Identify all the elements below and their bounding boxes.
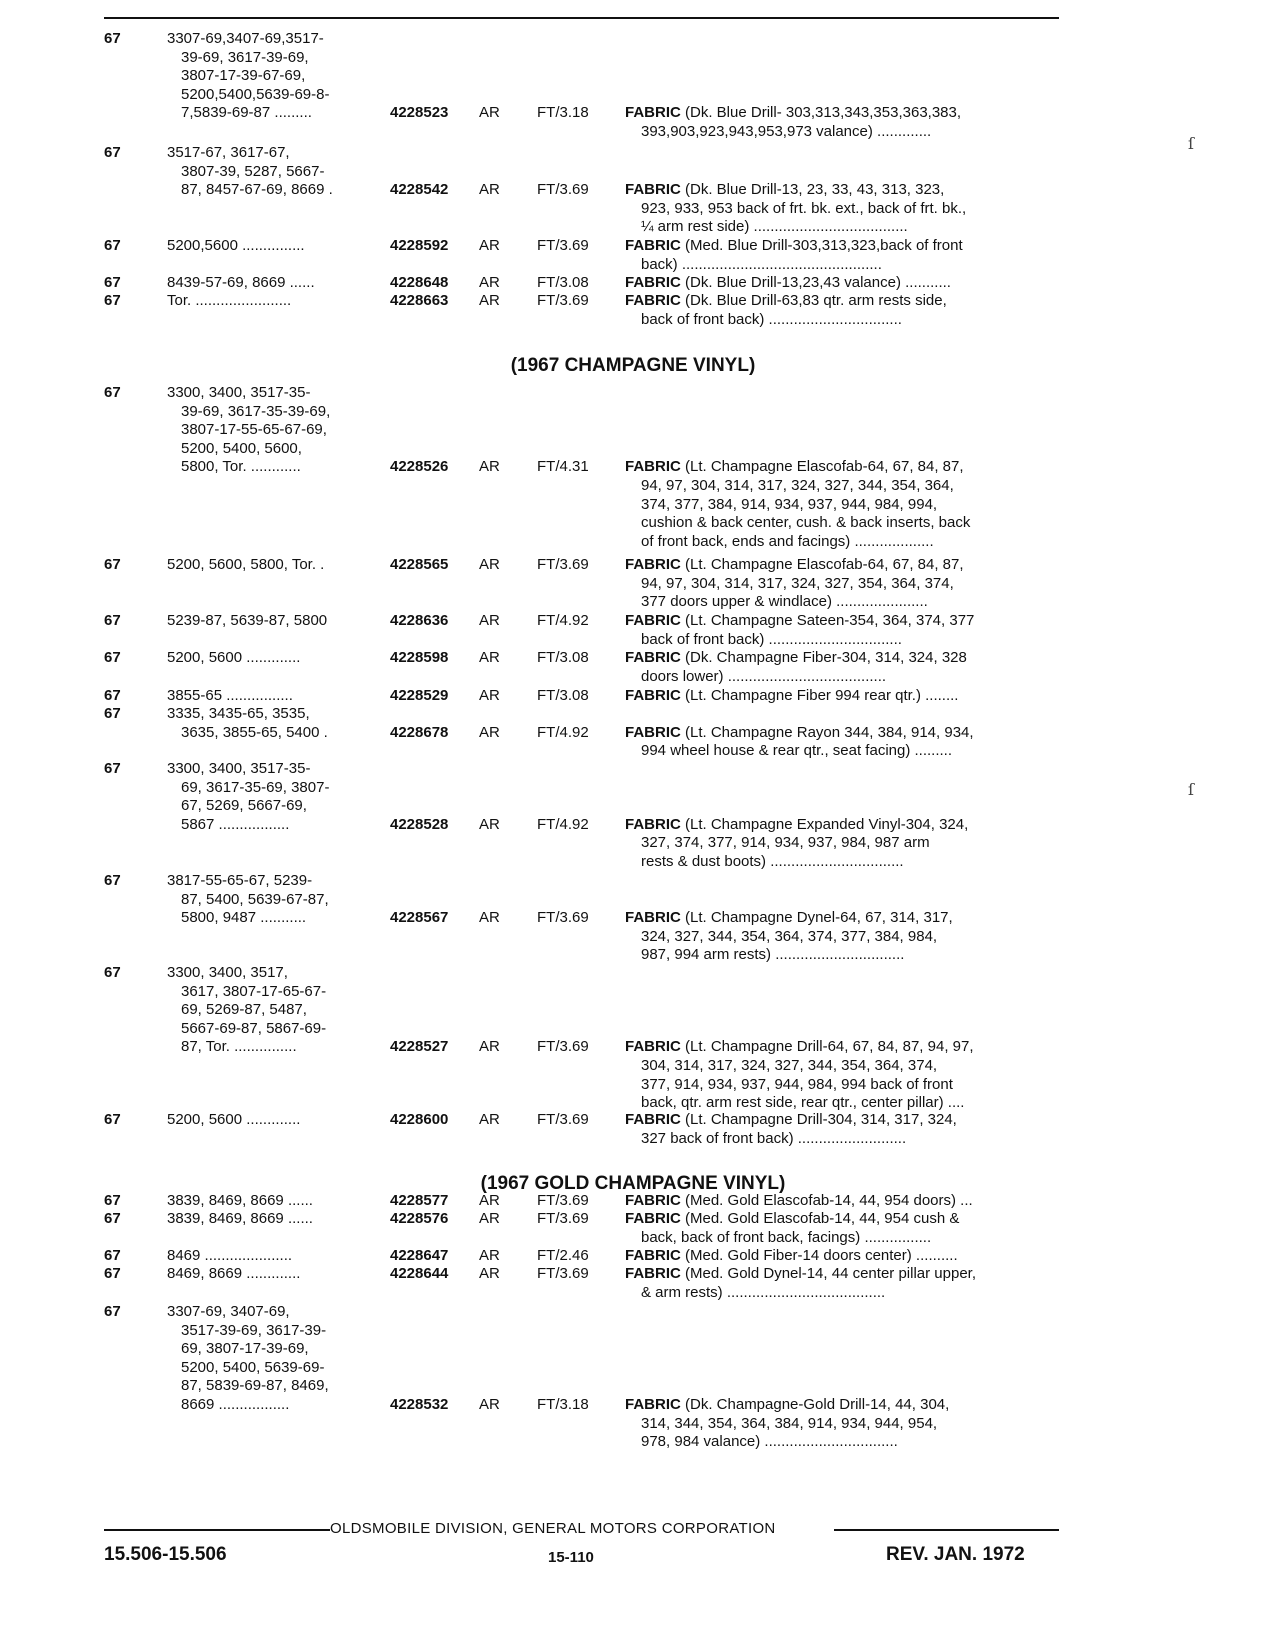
description-line: ¼ arm rest side) ..................................... (641, 218, 908, 236)
model-list (167, 1210, 382, 1229)
model-year: 67 (104, 144, 121, 161)
part-name: FABRIC (625, 687, 681, 704)
model-list (167, 760, 382, 834)
quantity-code: AR (479, 612, 500, 629)
model-line: 3807-17-55-65-67-69, (181, 421, 327, 439)
part-description (625, 1210, 1060, 1247)
quantity-code: AR (479, 1396, 500, 1413)
description-line: 374, 377, 384, 914, 934, 937, 944, 984, 994, (641, 495, 938, 513)
description-text: (Dk. Champagne-Gold Drill-14, 44, 304, (680, 1396, 950, 1413)
part-name: FABRIC (625, 723, 681, 741)
model-line: 5239-87, 5639-87, 5800 (167, 612, 328, 629)
model-line: 3817-55-65-67, 5239- (167, 872, 313, 889)
model-line: 3300, 3400, 3517-35- (167, 384, 311, 401)
model-list (167, 1111, 382, 1130)
part-name: FABRIC (625, 237, 681, 254)
description-text: (Lt. Champagne Rayon 344, 384, 914, 934, (680, 723, 974, 741)
description-first-line (625, 458, 1060, 477)
part-description (625, 649, 1060, 686)
part-number: 4228576 (390, 1210, 449, 1227)
description-text: (Lt. Champagne Expanded Vinyl-304, 324, (680, 815, 969, 833)
part-name: FABRIC (625, 1396, 681, 1413)
description-line: 987, 994 arm rests) ............................... (641, 946, 905, 964)
part-name: FABRIC (625, 274, 681, 291)
description-text: (Lt. Champagne Drill-304, 314, 317, 324, (680, 1111, 957, 1128)
description-first-line (625, 649, 1060, 668)
part-name: FABRIC (625, 649, 681, 666)
price-code: FT/3.18 (537, 1396, 589, 1413)
price-code: FT/3.69 (537, 1038, 589, 1056)
price-code: FT/3.08 (537, 649, 589, 666)
footer-rule-right (834, 1529, 1059, 1531)
part-description (625, 1192, 1060, 1211)
model-list (167, 30, 382, 123)
model-list (167, 556, 382, 575)
description-line: 324, 327, 344, 354, 364, 374, 377, 384, 984, (641, 927, 938, 945)
part-name: FABRIC (625, 1210, 681, 1227)
model-list (167, 612, 382, 631)
description-line: back, back of front back, facings) ................ (641, 1228, 932, 1246)
part-name: FABRIC (625, 1192, 681, 1209)
model-line: 69, 5269-87, 5487, (181, 1001, 307, 1019)
model-year: 67 (104, 274, 121, 291)
description-line: back) ................................................ (641, 255, 882, 273)
model-line: 5667-69-87, 5867-69- (181, 1019, 327, 1037)
model-year: 67 (104, 649, 121, 666)
description-line: 923, 933, 953 back of frt. bk. ext., back of frt. bk., (641, 199, 967, 217)
model-year: 67 (104, 1210, 121, 1227)
model-year: 67 (104, 237, 121, 254)
part-number: 4228532 (390, 1396, 449, 1413)
price-code: FT/3.69 (537, 1265, 589, 1282)
description-text: (Dk. Blue Drill-13,23,43 valance) ........... (680, 274, 951, 291)
description-text: (Lt. Champagne Dynel-64, 67, 314, 317, (680, 909, 953, 927)
description-text: (Lt. Champagne Elascofab-64, 67, 84, 87, (680, 458, 964, 476)
part-description (625, 1396, 1060, 1452)
part-description (625, 724, 1060, 761)
model-list (167, 292, 382, 311)
model-list (167, 1192, 382, 1211)
description-first-line (625, 104, 1060, 123)
price-code: FT/3.69 (537, 181, 589, 199)
model-line: 5200, 5600 ............. (167, 649, 301, 666)
price-code: FT/3.69 (537, 1111, 589, 1128)
description-line: 304, 314, 317, 324, 327, 344, 354, 364, 374, (641, 1056, 938, 1074)
footer-section-number: 15.506-15.506 (104, 1544, 227, 1565)
quantity-code: AR (479, 237, 500, 254)
quantity-code: AR (479, 687, 500, 704)
description-line: back, qtr. arm rest side, rear qtr., center pillar) .... (641, 1094, 965, 1112)
description-line: doors lower) ...................................... (641, 667, 887, 685)
quantity-code: AR (479, 909, 500, 927)
part-number: 4228644 (390, 1265, 449, 1282)
part-name: FABRIC (625, 458, 681, 476)
model-year: 67 (104, 1265, 121, 1282)
part-description (625, 1111, 1060, 1148)
model-line: 8469, 8669 ............. (167, 1265, 301, 1282)
part-description (625, 104, 1060, 141)
description-text: (Dk. Blue Drill-13, 23, 33, 43, 313, 323, (680, 181, 945, 199)
price-code: FT/3.08 (537, 687, 589, 704)
model-line: 5200, 5600 ............. (167, 1111, 301, 1128)
model-year: 67 (104, 964, 121, 981)
price-code: FT/4.31 (537, 458, 589, 476)
model-list (167, 1247, 382, 1266)
model-line: Tor. ....................... (167, 292, 292, 309)
part-description (625, 909, 1060, 965)
part-number: 4228577 (390, 1192, 449, 1209)
part-number: 4228529 (390, 687, 449, 704)
footer-rule-left (104, 1529, 330, 1531)
model-year: 67 (104, 872, 121, 889)
quantity-code: AR (479, 1192, 500, 1209)
model-year: 67 (104, 1111, 121, 1128)
description-first-line (625, 1247, 1060, 1266)
quantity-code: AR (479, 1038, 500, 1056)
part-description (625, 237, 1060, 274)
quantity-code: AR (479, 104, 500, 122)
part-number: 4228648 (390, 274, 449, 291)
description-first-line (625, 1210, 1060, 1229)
model-list (167, 687, 382, 706)
model-line: 5200,5600 ............... (167, 237, 305, 254)
model-line: 5200,5400,5639-69-8- (181, 85, 330, 103)
model-line: 7,5839-69-87 ......... (181, 104, 312, 122)
part-description (625, 1038, 1060, 1112)
part-description (625, 292, 1060, 329)
model-line: 87, 5400, 5639-67-87, (181, 890, 329, 908)
price-code: FT/3.69 (537, 292, 589, 309)
model-line: 8469 ..................... (167, 1247, 293, 1264)
description-line: 994 wheel house & rear qtr., seat facing) ......... (641, 742, 953, 760)
model-list (167, 964, 382, 1057)
part-description (625, 181, 1060, 237)
quantity-code: AR (479, 274, 500, 291)
price-code: FT/3.69 (537, 556, 589, 573)
part-name: FABRIC (625, 556, 681, 573)
model-year: 67 (104, 1192, 121, 1209)
quantity-code: AR (479, 458, 500, 476)
model-line: 3335, 3435-65, 3535, (167, 705, 310, 722)
model-line: 3807-39, 5287, 5667- (181, 162, 325, 180)
price-code: FT/4.92 (537, 815, 589, 833)
model-line: 5800, Tor. ............ (181, 458, 301, 476)
model-year: 67 (104, 760, 121, 777)
quantity-code: AR (479, 723, 500, 741)
part-number: 4228600 (390, 1111, 449, 1128)
description-line: 94, 97, 304, 314, 317, 324, 327, 354, 364, 374, (641, 574, 954, 592)
section-heading-gold-champagne: (1967 GOLD CHAMPAGNE VINYL) (480, 1173, 786, 1194)
quantity-code: AR (479, 556, 500, 573)
part-name: FABRIC (625, 1038, 681, 1056)
model-list (167, 274, 382, 293)
model-line: 87, 8457-67-69, 8669 . (181, 181, 333, 199)
quantity-code: AR (479, 1247, 500, 1264)
model-line: 87, Tor. ............... (181, 1038, 297, 1056)
description-first-line (625, 274, 1060, 293)
description-first-line (625, 687, 1060, 706)
model-line: 5200, 5400, 5600, (181, 439, 302, 457)
description-line: 377, 914, 934, 937, 944, 984, 994 back of front (641, 1075, 953, 1093)
price-code: FT/3.69 (537, 1192, 589, 1209)
part-number: 4228528 (390, 815, 449, 833)
part-name: FABRIC (625, 612, 681, 629)
description-line: back of front back) ................................ (641, 630, 902, 648)
model-list (167, 649, 382, 668)
model-list (167, 1303, 382, 1415)
quantity-code: AR (479, 1210, 500, 1227)
quantity-code: AR (479, 649, 500, 666)
description-first-line (625, 1396, 1060, 1415)
model-year: 67 (104, 292, 121, 309)
model-line: 3307-69,3407-69,3517- (167, 30, 324, 47)
description-line: 393,903,923,943,953,973 valance) ............. (641, 122, 932, 140)
description-text: (Dk. Champagne Fiber-304, 314, 324, 328 (680, 649, 967, 666)
model-list (167, 384, 382, 477)
section-heading-champagne: (1967 CHAMPAGNE VINYL) (510, 355, 756, 376)
part-name: FABRIC (625, 1111, 681, 1128)
model-line: 3517-67, 3617-67, (167, 144, 290, 161)
part-description (625, 458, 1060, 551)
part-description (625, 556, 1060, 612)
description-text: (Lt. Champagne Drill-64, 67, 84, 87, 94, 97, (680, 1038, 974, 1056)
quantity-code: AR (479, 292, 500, 309)
model-line: 39-69, 3617-35-39-69, (181, 402, 331, 420)
price-code: FT/3.69 (537, 1210, 589, 1227)
price-code: FT/3.69 (537, 909, 589, 927)
part-description (625, 816, 1060, 872)
model-line: 3855-65 ................ (167, 687, 293, 704)
part-name: FABRIC (625, 909, 681, 927)
description-first-line (625, 292, 1060, 311)
model-line: 3635, 3855-65, 5400 . (181, 723, 328, 741)
footer-corporation: OLDSMOBILE DIVISION, GENERAL MOTORS CORPORATION (330, 1520, 776, 1537)
description-line: 377 doors upper & windlace) ...................... (641, 593, 928, 611)
part-description (625, 1247, 1060, 1266)
part-description (625, 274, 1060, 293)
description-line: 327, 374, 377, 914, 934, 937, 984, 987 arm (641, 834, 930, 852)
price-code: FT/4.92 (537, 723, 589, 741)
description-first-line (625, 181, 1060, 200)
part-name: FABRIC (625, 1247, 681, 1264)
model-line: 3300, 3400, 3517-35- (167, 760, 311, 777)
model-line: 3617, 3807-17-65-67- (181, 982, 327, 1000)
description-text: (Lt. Champagne Sateen-354, 364, 374, 377 (680, 612, 975, 629)
description-text: (Med. Gold Fiber-14 doors center) .......... (680, 1247, 958, 1264)
model-year: 67 (104, 687, 121, 704)
part-number: 4228542 (390, 181, 449, 199)
model-line: 5800, 9487 ........... (181, 909, 307, 927)
part-number: 4228567 (390, 909, 449, 927)
model-year: 67 (104, 1303, 121, 1320)
part-description (625, 687, 1060, 706)
model-line: 8439-57-69, 8669 ...... (167, 274, 315, 291)
model-line: 3307-69, 3407-69, (167, 1303, 290, 1320)
description-text: (Med. Blue Drill-303,313,323,back of front (680, 237, 963, 254)
margin-mark: ſ (1188, 134, 1194, 153)
part-name: FABRIC (625, 181, 681, 199)
price-code: FT/3.18 (537, 104, 589, 122)
footer-revision-date: REV. JAN. 1972 (886, 1544, 1025, 1565)
description-text: (Lt. Champagne Elascofab-64, 67, 84, 87, (680, 556, 964, 573)
description-text: (Med. Gold Elascofab-14, 44, 954 doors) ... (680, 1192, 973, 1209)
description-first-line (625, 1265, 1060, 1284)
model-line: 69, 3617-35-69, 3807- (181, 778, 330, 796)
description-first-line (625, 909, 1060, 928)
part-number: 4228565 (390, 556, 449, 573)
model-line: 5200, 5400, 5639-69- (181, 1358, 325, 1376)
model-year: 67 (104, 30, 121, 47)
part-number: 4228592 (390, 237, 449, 254)
price-code: FT/4.92 (537, 612, 589, 629)
part-number: 4228523 (390, 104, 449, 122)
part-number: 4228598 (390, 649, 449, 666)
model-line: 87, 5839-69-87, 8469, (181, 1377, 329, 1395)
part-name: FABRIC (625, 104, 681, 122)
description-line: 978, 984 valance) ................................ (641, 1433, 898, 1451)
model-line: 3839, 8469, 8669 ...... (167, 1192, 313, 1209)
model-list (167, 705, 382, 742)
description-line: & arm rests) ...................................... (641, 1283, 886, 1301)
description-first-line (625, 724, 1060, 743)
part-number: 4228663 (390, 292, 449, 309)
top-rule (104, 17, 1059, 19)
description-line: 94, 97, 304, 314, 317, 324, 327, 344, 354, 364, (641, 476, 954, 494)
model-line: 8669 ................. (181, 1395, 290, 1413)
part-name: FABRIC (625, 292, 681, 309)
model-list (167, 1265, 382, 1284)
price-code: FT/2.46 (537, 1247, 589, 1264)
footer-page-number: 15-110 (548, 1549, 594, 1566)
description-first-line (625, 816, 1060, 835)
model-year: 67 (104, 612, 121, 629)
description-text: (Dk. Blue Drill-63,83 qtr. arm rests side, (680, 292, 947, 309)
description-first-line (625, 1192, 1060, 1211)
model-line: 5200, 5600, 5800, Tor. . (167, 556, 325, 573)
model-line: 69, 3807-17-39-69, (181, 1340, 309, 1358)
part-number: 4228636 (390, 612, 449, 629)
description-line: of front back, ends and facings) ................... (641, 532, 934, 550)
quantity-code: AR (479, 1111, 500, 1128)
description-first-line (625, 1038, 1060, 1057)
part-number: 4228526 (390, 458, 449, 476)
description-first-line (625, 556, 1060, 575)
description-line: 314, 344, 354, 364, 384, 914, 934, 944, 954, (641, 1414, 938, 1432)
price-code: FT/3.69 (537, 237, 589, 254)
model-line: 39-69, 3617-39-69, (181, 48, 309, 66)
model-year: 67 (104, 705, 121, 722)
part-number: 4228678 (390, 723, 449, 741)
description-first-line (625, 237, 1060, 256)
description-text: (Dk. Blue Drill- 303,313,343,353,363,383, (680, 104, 962, 122)
part-description (625, 1265, 1060, 1302)
part-description (625, 612, 1060, 649)
description-line: rests & dust boots) ................................ (641, 852, 904, 870)
model-line: 5867 ................. (181, 815, 290, 833)
description-line: back of front back) ................................ (641, 310, 902, 328)
price-code: FT/3.08 (537, 274, 589, 291)
description-first-line (625, 612, 1060, 631)
model-list (167, 872, 382, 928)
model-line: 3517-39-69, 3617-39- (181, 1321, 327, 1339)
margin-mark: ſ (1188, 780, 1194, 799)
model-list (167, 144, 382, 200)
part-number: 4228527 (390, 1038, 449, 1056)
model-year: 67 (104, 1247, 121, 1264)
description-text: (Lt. Champagne Fiber 994 rear qtr.) ........ (680, 687, 959, 704)
description-line: 327 back of front back) .......................... (641, 1129, 907, 1147)
description-text: (Med. Gold Dynel-14, 44 center pillar upper, (680, 1265, 976, 1282)
quantity-code: AR (479, 1265, 500, 1282)
description-text: (Med. Gold Elascofab-14, 44, 954 cush & (680, 1210, 960, 1227)
part-name: FABRIC (625, 1265, 681, 1282)
quantity-code: AR (479, 815, 500, 833)
quantity-code: AR (479, 181, 500, 199)
model-line: 3807-17-39-67-69, (181, 67, 306, 85)
part-number: 4228647 (390, 1247, 449, 1264)
description-first-line (625, 1111, 1060, 1130)
model-line: 67, 5269, 5667-69, (181, 797, 307, 815)
model-list (167, 237, 382, 256)
description-line: cushion & back center, cush. & back inserts, back (641, 514, 971, 532)
model-line: 3300, 3400, 3517, (167, 964, 288, 981)
model-year: 67 (104, 556, 121, 573)
part-name: FABRIC (625, 815, 681, 833)
model-year: 67 (104, 384, 121, 401)
model-line: 3839, 8469, 8669 ...... (167, 1210, 313, 1227)
